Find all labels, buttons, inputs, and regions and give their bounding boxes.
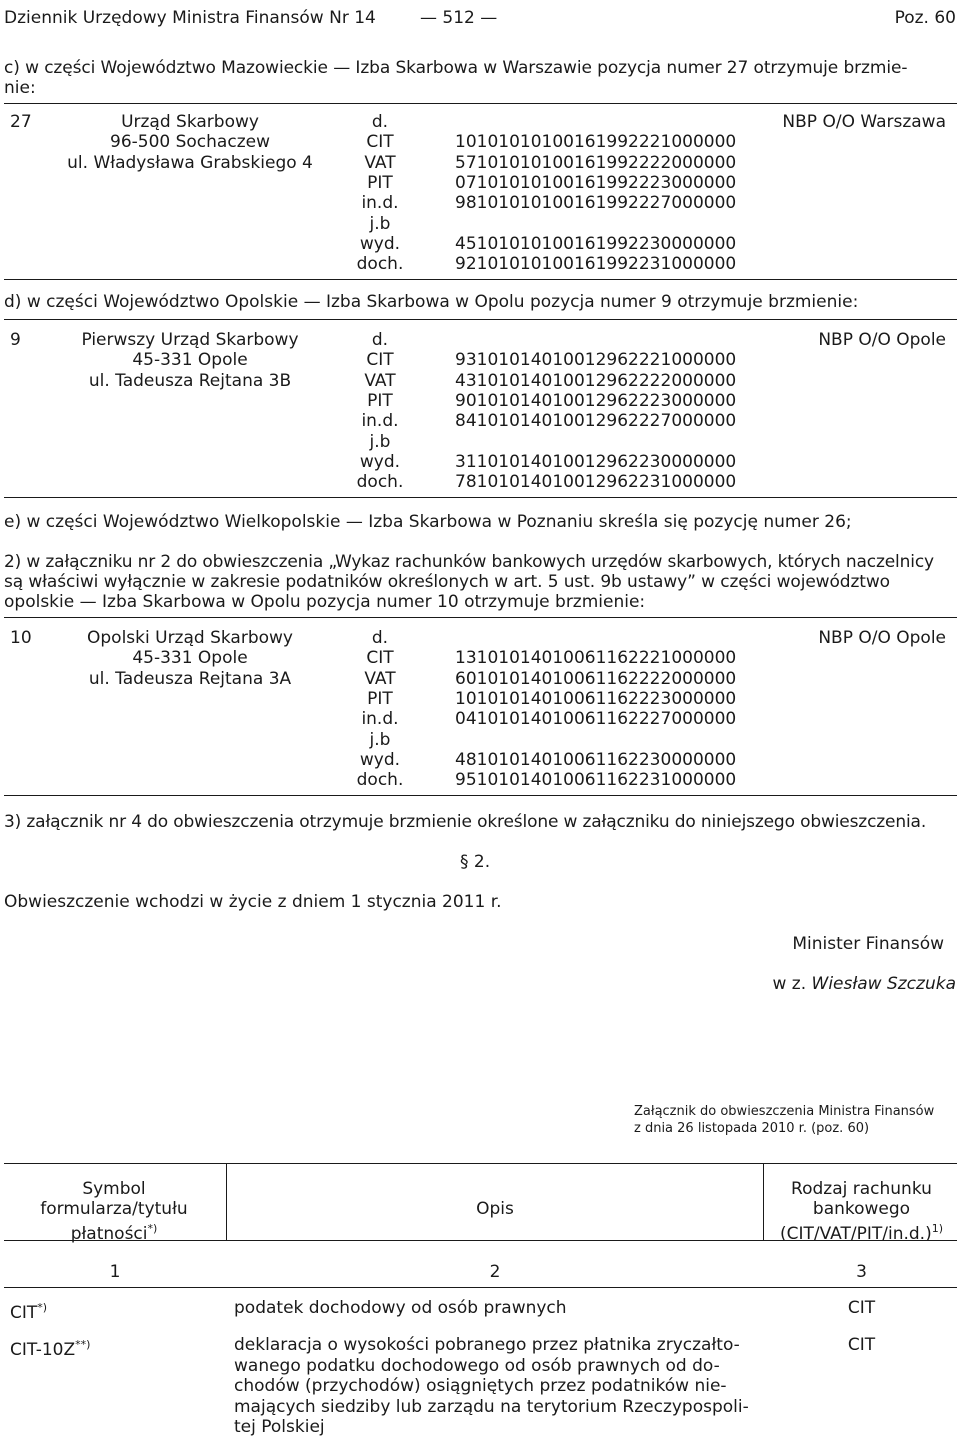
- bank-branch: NBP O/O Opole: [818, 628, 946, 648]
- account-number: 78101014010012962231000000: [455, 472, 737, 493]
- account-code: in.d.: [361, 193, 399, 214]
- annex-row-1-type: CIT: [847, 1298, 876, 1318]
- account-number: 04101014010061162227000000: [455, 709, 737, 730]
- table-27-top-rule: [4, 103, 957, 104]
- paragraph-2-line3: opolskie — Izba Skarbowa w Opolu pozycja numer 10 otrzymuje brzmienie:: [4, 592, 646, 612]
- annex-table-divider-2: [763, 1163, 764, 1240]
- section-c-line1: c) w części Województwo Mazowieckie — Izba Skarbowa w Warszawie pozycja numer 27 otrzymuje brzmie-: [4, 58, 908, 78]
- annex-column-number-2: 2: [489, 1262, 501, 1282]
- account-number: 10101010100161992221000000: [455, 132, 737, 153]
- account-code: CIT: [366, 350, 394, 371]
- account-code: PIT: [367, 688, 393, 709]
- account-code: in.d.: [361, 709, 399, 730]
- account-number: 07101010100161992223000000: [455, 172, 737, 193]
- annex-header-account-type: Rodzaj rachunku bankowego $(CIT/VAT/PIT/in.d.)^{1)}$: [780, 1179, 943, 1244]
- annex-row-1-description: podatek dochodowy od osób prawnych: [234, 1298, 567, 1318]
- annex-header-symbol: Symbol formularza/tytułu płatności*): [40, 1179, 188, 1244]
- office-name-line: 96-500 Sochaczew: [110, 132, 270, 153]
- account-code: wyd.: [359, 749, 401, 770]
- office-number: 27: [10, 112, 32, 132]
- office-name-line: 45-331 Opole: [132, 648, 248, 669]
- office-name-line: ul. Tadeusza Rejtana 3A: [88, 668, 292, 689]
- account-number: 90101014010012962223000000: [455, 390, 737, 411]
- account-code: d.: [371, 330, 389, 350]
- account-code: CIT: [366, 132, 394, 153]
- paragraph-2-line1: 2) w załączniku nr 2 do obwieszczenia „Wykaz rachunków bankowych urzędów skarbowych, których naczelnicy: [4, 552, 934, 572]
- table-9-bottom-rule: [4, 497, 957, 498]
- table-10-top-rule: [4, 617, 957, 618]
- section-d-line: d) w części Województwo Opolskie — Izba Skarbowa w Opolu pozycja numer 9 otrzymuje brzmienie:: [4, 292, 859, 312]
- annex-table-number-rule: [4, 1287, 957, 1288]
- account-number: 84101014010012962227000000: [455, 411, 737, 432]
- bank-branch: NBP O/O Warszawa: [782, 112, 946, 132]
- header-journal: Dziennik Urzędowy Ministra Finansów Nr 14: [4, 8, 376, 28]
- office-name-line: ul. Władysława Grabskiego 4: [67, 152, 313, 173]
- office-name-line: ul. Tadeusza Rejtana 3B: [88, 370, 292, 391]
- account-code: in.d.: [361, 411, 399, 432]
- account-code: PIT: [367, 172, 393, 193]
- bank-branch: NBP O/O Opole: [818, 330, 946, 350]
- account-code: d.: [371, 628, 389, 648]
- account-code: CIT: [366, 648, 394, 669]
- account-code: doch.: [356, 472, 404, 493]
- account-number: 45101010100161992230000000: [455, 233, 737, 254]
- account-code: PIT: [367, 390, 393, 411]
- signature-prefix: w z.: [772, 974, 807, 994]
- account-code: VAT: [364, 370, 396, 391]
- office-number: 9: [10, 330, 21, 350]
- account-code: doch.: [356, 254, 404, 275]
- office-name-line: Pierwszy Urząd Skarbowy: [81, 330, 299, 350]
- account-number: 92101010100161992231000000: [455, 254, 737, 275]
- annex-column-number-3: 3: [856, 1262, 867, 1282]
- annex-row-2-description: deklaracja o wysokości pobranego przez płatnika zryczałto- wanego podatku dochodowego od osób prawnych od do- chodów (przychodów) osiągniętych przez podatników nie- mających siedziby lub zarządu na terytorium Rzeczypospoli- tej Polskiej: [234, 1335, 749, 1437]
- annex-row-2-type: CIT: [847, 1335, 876, 1355]
- annex-row-2-symbol: CIT-10Z**): [10, 1338, 91, 1360]
- account-code: wyd.: [359, 451, 401, 472]
- office-number: 10: [10, 628, 32, 648]
- account-number: 31101014010012962230000000: [455, 451, 737, 472]
- table-27-bottom-rule: [4, 279, 957, 280]
- account-code: d.: [371, 112, 389, 132]
- annex-heading-line1: Załącznik do obwieszczenia Ministra Finansów: [634, 1104, 935, 1119]
- account-number: 98101010100161992227000000: [455, 193, 737, 214]
- account-number: 93101014010012962221000000: [455, 350, 737, 371]
- account-code: j.b: [369, 729, 391, 750]
- account-number: 48101014010061162230000000: [455, 749, 737, 770]
- section-c-line2: nie:: [4, 78, 36, 98]
- account-number: 57101010100161992222000000: [455, 152, 737, 173]
- table-10-bottom-rule: [4, 795, 957, 796]
- minister-signature: [772, 974, 956, 994]
- account-number: 60101014010061162222000000: [455, 668, 737, 689]
- paragraph-sign: § 2.: [460, 852, 491, 872]
- account-code: doch.: [356, 770, 404, 791]
- paragraph-3-line: 3) załącznik nr 4 do obwieszczenia otrzymuje brzmienie określone w załączniku do niniejszego obwieszczenia.: [4, 812, 927, 832]
- annex-column-number-1: 1: [109, 1262, 121, 1282]
- account-code: VAT: [364, 152, 396, 173]
- annex-table-header-rule: [4, 1240, 957, 1241]
- office-name-line: Urząd Skarbowy: [121, 112, 259, 132]
- table-9-top-rule: [4, 319, 957, 320]
- account-code: VAT: [364, 668, 396, 689]
- annex-header-description: Opis: [476, 1199, 514, 1219]
- annex-table-divider-1: [226, 1163, 227, 1240]
- office-name-line: Opolski Urząd Skarbowy: [87, 628, 293, 648]
- header-position: Poz. 60: [894, 8, 956, 28]
- annex-row-1-symbol: CIT*): [10, 1301, 48, 1323]
- paragraph-2-line2: są właściwi wyłącznie w zakresie podatników określonych w art. 5 ust. 9b ustawy” w części województwo: [4, 572, 890, 592]
- header-page-number: — 512 —: [420, 8, 498, 28]
- annex-heading: [634, 1103, 934, 1137]
- signature-name: Wiesław Szczuka: [811, 974, 956, 994]
- minister-title: Minister Finansów: [792, 934, 944, 954]
- account-number: 43101014010012962222000000: [455, 370, 737, 391]
- account-code: j.b: [369, 431, 391, 452]
- section-e-line: e) w części Województwo Wielkopolskie — Izba Skarbowa w Poznaniu skreśla się pozycję numer 26;: [4, 512, 852, 532]
- account-number: 10101014010061162223000000: [455, 688, 737, 709]
- account-code: j.b: [369, 213, 391, 234]
- annex-table-top-rule: [4, 1163, 957, 1164]
- account-code: wyd.: [359, 233, 401, 254]
- effective-date-text: Obwieszczenie wchodzi w życie z dniem 1 stycznia 2011 r.: [4, 892, 502, 912]
- office-name-line: 45-331 Opole: [132, 350, 248, 371]
- annex-heading-line2: z dnia 26 listopada 2010 r. (poz. 60): [634, 1121, 870, 1136]
- account-number: 95101014010061162231000000: [455, 770, 737, 791]
- account-number: 13101014010061162221000000: [455, 648, 737, 669]
